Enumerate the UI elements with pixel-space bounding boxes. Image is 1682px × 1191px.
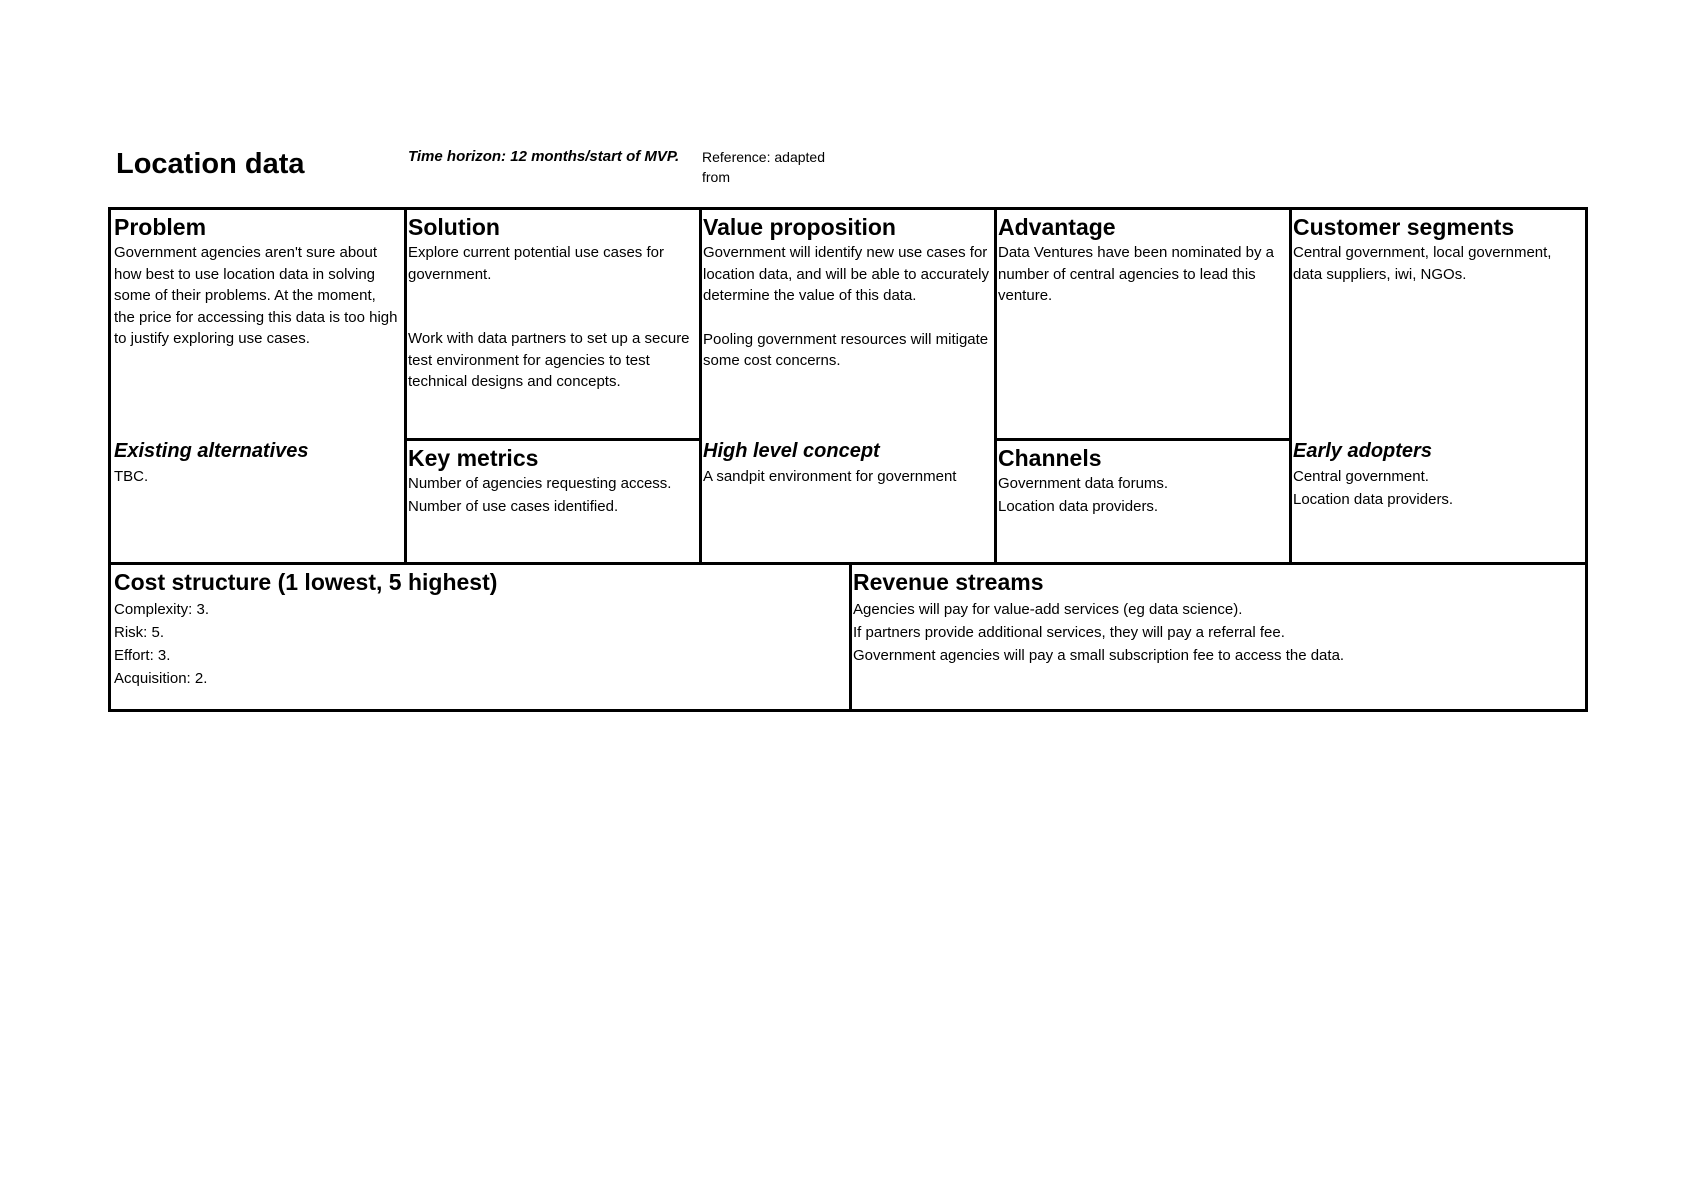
- key-metrics-item: Number of agencies requesting access.: [408, 475, 672, 492]
- problem-text: Government agencies aren't sure about how best to use location data in solving some of their problems. At the moment, the price for accessing this data is too high to justify exploring use cases.: [114, 244, 398, 347]
- channels-item: Government data forums.: [998, 475, 1169, 492]
- high-level-concept-section: [703, 438, 992, 488]
- key-metrics-item: Number of use cases identified.: [408, 498, 619, 515]
- revenue-streams-item: If partners provide additional services, they will pay a referral fee.: [853, 624, 1285, 641]
- existing-alternatives-section: [114, 438, 400, 488]
- customer-segments-section: [1293, 213, 1581, 285]
- divider-line: [404, 210, 407, 562]
- divider-line: [404, 438, 702, 441]
- reference-note: Reference: adapted from: [702, 149, 825, 185]
- cost-structure-section: [114, 568, 844, 690]
- problem-section: [114, 213, 400, 350]
- solution-section: [408, 213, 696, 393]
- solution-text-2: Work with data partners to set up a secure test environment for agencies to test technical designs and concepts.: [408, 330, 690, 390]
- customer-segments-text: Central government, local government, data suppliers, iwi, NGOs.: [1293, 244, 1552, 283]
- cost-structure-heading: Cost structure (1 lowest, 5 highest): [114, 569, 498, 595]
- cost-structure-list: [114, 598, 844, 690]
- time-horizon-note: Time horizon: 12 months/start of MVP.: [408, 148, 680, 165]
- divider-line: [699, 210, 702, 562]
- existing-alternatives-heading: Existing alternatives: [114, 440, 309, 462]
- value-proposition-text-2: Pooling government resources will mitigate some cost concerns.: [703, 330, 989, 369]
- key-metrics-heading: Key metrics: [408, 445, 539, 471]
- early-adopters-item: Central government.: [1293, 468, 1429, 485]
- channels-list: [998, 472, 1287, 518]
- revenue-streams-heading: Revenue streams: [853, 569, 1044, 595]
- revenue-streams-list: [853, 598, 1581, 667]
- early-adopters-heading: Early adopters: [1293, 440, 1432, 462]
- lean-canvas: [108, 207, 1588, 712]
- divider-line: [994, 210, 997, 562]
- advantage-heading: Advantage: [998, 214, 1116, 240]
- high-level-concept-text: A sandpit environment for government: [703, 468, 957, 485]
- cost-structure-item: Effort: 3.: [114, 647, 171, 664]
- key-metrics-list: [408, 472, 696, 518]
- advantage-section: [998, 213, 1287, 307]
- value-proposition-section: [703, 213, 992, 372]
- advantage-text: Data Ventures have been nominated by a number of central agencies to lead this venture.: [998, 244, 1275, 304]
- existing-alternatives-text: TBC.: [114, 468, 149, 485]
- revenue-streams-item: Government agencies will pay a small subscription fee to access the data.: [853, 647, 1345, 664]
- value-proposition-heading: Value proposition: [703, 214, 896, 240]
- value-proposition-text-1: Government will identify new use cases for location data, and will be able to accurately determine the value of this data.: [703, 244, 990, 304]
- problem-heading: Problem: [114, 214, 207, 240]
- solution-text-1: Explore current potential use cases for government.: [408, 244, 664, 283]
- revenue-streams-item: Agencies will pay for value-add services (eg data science).: [853, 601, 1243, 618]
- early-adopters-item: Location data providers.: [1293, 491, 1454, 508]
- channels-heading: Channels: [998, 445, 1102, 471]
- document-title: Location data: [116, 148, 305, 180]
- channels-section: [998, 444, 1287, 518]
- cost-structure-item: Risk: 5.: [114, 624, 165, 641]
- early-adopters-list: [1293, 465, 1581, 511]
- solution-heading: Solution: [408, 214, 500, 240]
- channels-item: Location data providers.: [998, 498, 1159, 515]
- divider-line: [849, 562, 852, 709]
- customer-segments-heading: Customer segments: [1293, 214, 1515, 240]
- cost-structure-item: Acquisition: 2.: [114, 670, 208, 687]
- divider-line: [111, 562, 1585, 565]
- revenue-streams-section: [853, 568, 1581, 667]
- key-metrics-section: [408, 444, 696, 518]
- early-adopters-section: [1293, 438, 1581, 511]
- divider-line: [994, 438, 1292, 441]
- divider-line: [1289, 210, 1292, 562]
- high-level-concept-heading: High level concept: [703, 440, 880, 462]
- cost-structure-item: Complexity: 3.: [114, 601, 210, 618]
